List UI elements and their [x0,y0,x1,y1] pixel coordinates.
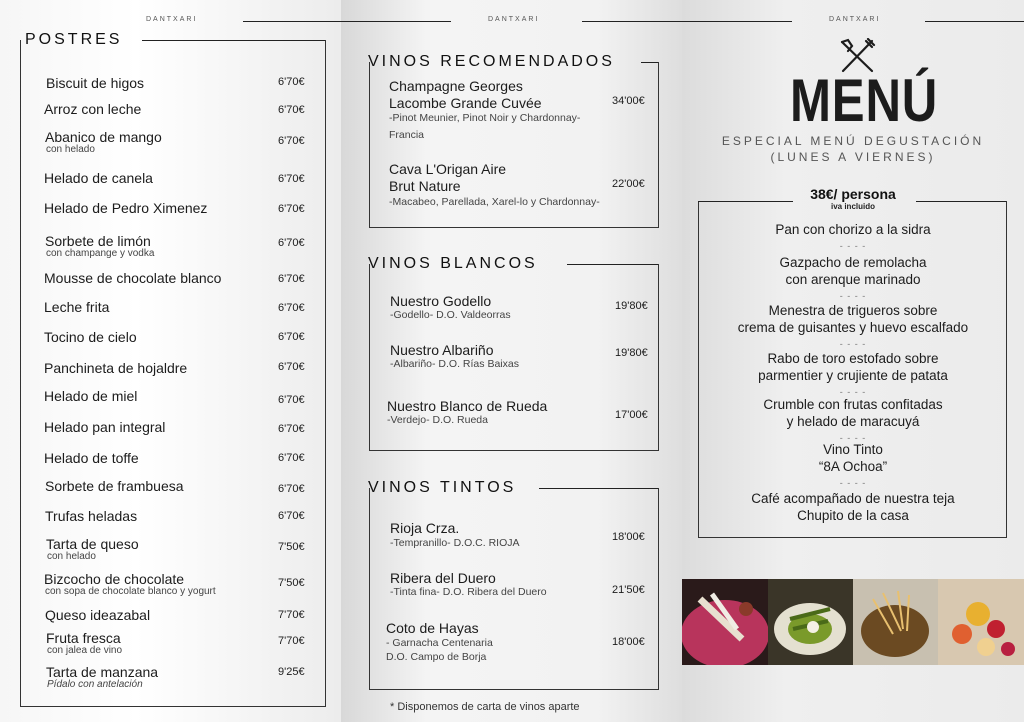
postres-item-name: Helado de canela [44,170,153,186]
menu-course-line: parmentier y crujiente de patata [758,368,948,383]
wine-origin: Francia [389,129,425,141]
menu-separator: - - - - [839,433,867,443]
postres-item-price: 6'70€ [278,173,305,185]
postres-item-price: 9'25€ [278,666,305,678]
brand-label: DANTXARI [488,16,540,23]
header-rule-right [582,21,682,22]
vinos-panel [341,0,682,722]
menu-course-line: Café acompañado de nuestra teja [751,491,955,506]
wine-price: 18'00€ [612,531,645,543]
wine-name: Lacombe Grande Cuvée [389,95,542,111]
postres-item-price: 6'70€ [278,483,305,495]
wine-name: Nuestro Blanco de Rueda [387,398,548,414]
postres-item-name: Abanico de mango [45,129,162,145]
dish-photo-1 [682,579,768,665]
postres-item-note: con champange y vodka [46,248,155,259]
postres-title: POSTRES [25,31,123,48]
dish-photo-2 [768,579,853,665]
postres-item-name: Sorbete de limón [45,233,151,249]
menu-iva: iva incluido [830,202,875,211]
menu-separator: - - - - [839,291,867,301]
wine-grapes: -Pinot Meunier, Pinot Noir y Chardonnay- [389,112,581,124]
postres-item-price: 7'50€ [278,541,305,553]
postres-item-price: 6'70€ [278,361,305,373]
wine-grapes: -Albariño- D.O. Rías Baixas [390,358,519,370]
wine-grapes: -Godello- D.O. Valdeorras [390,309,511,321]
postres-item-name: Sorbete de frambuesa [45,478,184,494]
postres-item-price: 6'70€ [278,302,305,314]
postres-item-note: con helado [47,551,96,562]
wine-name: Nuestro Godello [390,293,492,309]
postres-item-note: Pídalo con antelación [47,679,143,690]
postres-item-note: con helado [46,144,95,155]
postres-item-price: 7'70€ [278,609,305,621]
recomendados-title: VINOS RECOMENDADOS [368,53,615,70]
postres-item-note: con jalea de vino [47,645,123,656]
dish-photo-4 [938,579,1024,665]
postres-item-name: Biscuit de higos [46,75,145,91]
postres-item-name: Helado de Pedro Ximenez [44,200,208,216]
wine-name: Cava L'Origan Aire [389,161,507,177]
menu-course-line: Menestra de trigueros sobre [768,303,938,318]
brand-label: DANTXARI [829,16,881,23]
postres-item-price: 6'70€ [278,237,305,249]
postres-item-price: 6'70€ [278,76,305,88]
menu-course-line: Vino Tinto [823,442,883,457]
wine-grapes: -Macabeo, Parellada, Xarel-lo y Chardonnay- [389,196,600,208]
menu-title: MENÚ [790,67,939,134]
menu-separator: - - - - [839,478,867,488]
header-rule-right [925,21,1024,22]
wine-price: 17'00€ [615,409,648,421]
postres-item-name: Helado de toffe [44,450,139,466]
postres-item-price: 6'70€ [278,510,305,522]
postres-item-price: 7'50€ [278,577,305,589]
wine-price: 34'00€ [612,95,645,107]
postres-item-price: 6'70€ [278,135,305,147]
menu-course-line: crema de guisantes y huevo escalfado [737,320,969,335]
brand-label: DANTXARI [146,16,198,23]
postres-item-price: 6'70€ [278,203,305,215]
postres-item-name: Trufas heladas [45,508,138,524]
postres-item-price: 6'70€ [278,273,305,285]
wine-price: 19'80€ [615,347,648,359]
menu-course-line: Chupito de la casa [797,508,909,523]
postres-item-name: Leche frita [44,299,110,315]
wine-grapes: -Tempranillo- D.O.C. RIOJA [390,537,520,549]
menu-course-line: Crumble con frutas confitadas [763,397,943,412]
menu-subtitle: ESPECIAL MENÚ DEGUSTACIÓN [721,134,985,148]
wine-list-note: * Disponemos de carta de vinos aparte [390,701,580,713]
wine-name: Coto de Hayas [386,620,479,636]
postres-item-name: Bizcocho de chocolate [44,571,185,587]
postres-panel [0,0,341,722]
postres-item-price: 6'70€ [278,423,305,435]
postres-item-price: 7'70€ [278,635,305,647]
header-rule-left [682,21,792,22]
wine-name: Brut Nature [389,178,461,194]
postres-item-name: Tarta de queso [46,536,139,552]
wine-name: Rioja Crza. [390,520,460,536]
dish-photo-3 [853,579,938,665]
header-rule [243,21,341,22]
menu-separator: - - - - [839,241,867,251]
postres-item-name: Queso ideazabal [45,607,151,623]
menu-course-line: Rabo de toro estofado sobre [767,351,939,366]
menu-separator: - - - - [839,387,867,397]
menu-course-line: y helado de maracuyá [786,414,920,429]
postres-item-price: 6'70€ [278,452,305,464]
menu-course-line: “8A Ochoa” [818,459,888,474]
wine-name: Champagne Georges [389,78,523,94]
postres-item-price: 6'70€ [278,394,305,406]
postres-item-name: Arroz con leche [44,101,142,117]
blancos-title: VINOS BLANCOS [368,255,538,272]
wine-origin: D.O. Campo de Borja [386,651,487,663]
wine-grapes: -Tinta fina- D.O. Ribera del Duero [390,586,547,598]
menu-price: 38€/ persona [810,186,896,202]
menu-course-line: Pan con chorizo a la sidra [775,222,931,237]
menu-separator: - - - - [839,339,867,349]
wine-price: 18'00€ [612,636,645,648]
menu-course-line: Gazpacho de remolacha [779,255,927,270]
tintos-title: VINOS TINTOS [368,479,517,496]
postres-item-name: Mousse de chocolate blanco [44,270,222,286]
wine-price: 19'80€ [615,300,648,312]
postres-item-name: Fruta fresca [46,630,121,646]
menu-course-line: con arenque marinado [785,272,921,287]
postres-item-name: Tocino de cielo [44,329,137,345]
postres-item-price: 6'70€ [278,104,305,116]
menu-days: (LUNES A VIERNES) [770,150,936,164]
wine-grapes: - Garnacha Centenaria [386,637,493,649]
header-rule-left [341,21,451,22]
postres-item-name: Helado pan integral [44,419,166,435]
wine-name: Nuestro Albariño [390,342,494,358]
wine-name: Ribera del Duero [390,570,496,586]
wine-grapes: -Verdejo- D.O. Rueda [387,414,488,426]
postres-frame-top [142,40,325,41]
postres-item-price: 6'70€ [278,331,305,343]
postres-item-name: Helado de miel [44,388,138,404]
postres-item-name: Tarta de manzana [46,664,159,680]
wine-price: 21'50€ [612,584,645,596]
wine-price: 22'00€ [612,178,645,190]
postres-item-name: Panchineta de hojaldre [44,360,188,376]
postres-item-note: con sopa de chocolate blanco y yogurt [45,586,216,597]
